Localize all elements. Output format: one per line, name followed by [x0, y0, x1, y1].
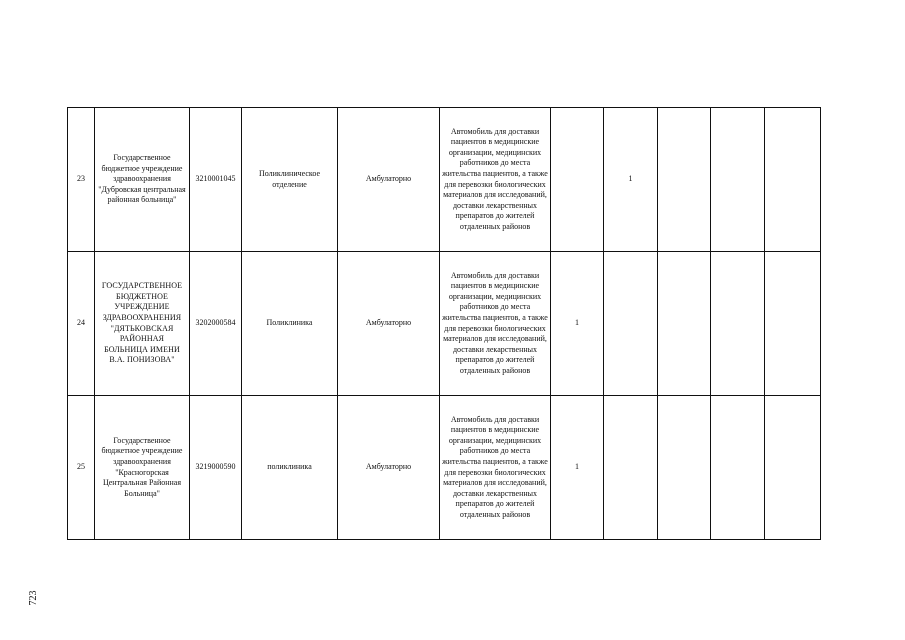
count-cell-3 — [658, 108, 711, 252]
vehicle-purpose: Автомобиль для доставки пациентов в медицинские организации, медицинских работников до места жительства пациентов, а также для перевозки биологических материалов для исследований, доставки лекарственных препаратов до жителей отдаленных районов — [440, 252, 551, 396]
count-cell-3 — [658, 396, 711, 540]
vehicle-allocation-table — [67, 107, 821, 540]
count-cell-1 — [551, 108, 604, 252]
organization-code: 3202000584 — [190, 252, 242, 396]
row-number: 25 — [68, 396, 95, 540]
care-type: Амбулаторно — [338, 108, 440, 252]
count-cell-4 — [711, 396, 765, 540]
count-cell-5 — [765, 252, 821, 396]
count-cell-3 — [658, 252, 711, 396]
department-name: поликлиника — [242, 396, 338, 540]
organization-name: ГОСУДАРСТВЕННОЕ БЮДЖЕТНОЕ УЧРЕЖДЕНИЕ ЗДРАВООХРАНЕНИЯ "ДЯТЬКОВСКАЯ РАЙОННАЯ БОЛЬНИЦА ИМЕНИ В.А. ПОНИЗОВА" — [95, 252, 190, 396]
count-cell-2 — [604, 252, 658, 396]
count-cell-4 — [711, 108, 765, 252]
page-number: 723 — [28, 590, 39, 606]
care-type: Амбулаторно — [338, 396, 440, 540]
organization-code: 3219000590 — [190, 396, 242, 540]
vehicle-purpose: Автомобиль для доставки пациентов в медицинские организации, медицинских работников до места жительства пациентов, а также для перевозки биологических материалов для исследований, доставки лекарственных препаратов до жителей отдаленных районов — [440, 396, 551, 540]
table-row — [68, 108, 821, 252]
count-cell-1: 1 — [551, 396, 604, 540]
care-type: Амбулаторно — [338, 252, 440, 396]
department-name: Поликлиника — [242, 252, 338, 396]
organization-name: Государственное бюджетное учреждение здравоохранения "Дубровская центральная районная больница" — [95, 108, 190, 252]
row-number: 23 — [68, 108, 95, 252]
organization-name: Государственное бюджетное учреждение здравоохранения "Красногорская Центральная Районная Больница" — [95, 396, 190, 540]
count-cell-5 — [765, 396, 821, 540]
count-cell-2: 1 — [604, 108, 658, 252]
count-cell-5 — [765, 108, 821, 252]
vehicle-purpose: Автомобиль для доставки пациентов в медицинские организации, медицинских работников до места жительства пациентов, а также для перевозки биологических материалов для исследований, доставки лекарственных препаратов до жителей отдаленных районов — [440, 108, 551, 252]
count-cell-1: 1 — [551, 252, 604, 396]
department-name: Поликлиническое отделение — [242, 108, 338, 252]
count-cell-2 — [604, 396, 658, 540]
count-cell-4 — [711, 252, 765, 396]
organization-code: 3210001045 — [190, 108, 242, 252]
table-row — [68, 252, 821, 396]
row-number: 24 — [68, 252, 95, 396]
table-row — [68, 396, 821, 540]
